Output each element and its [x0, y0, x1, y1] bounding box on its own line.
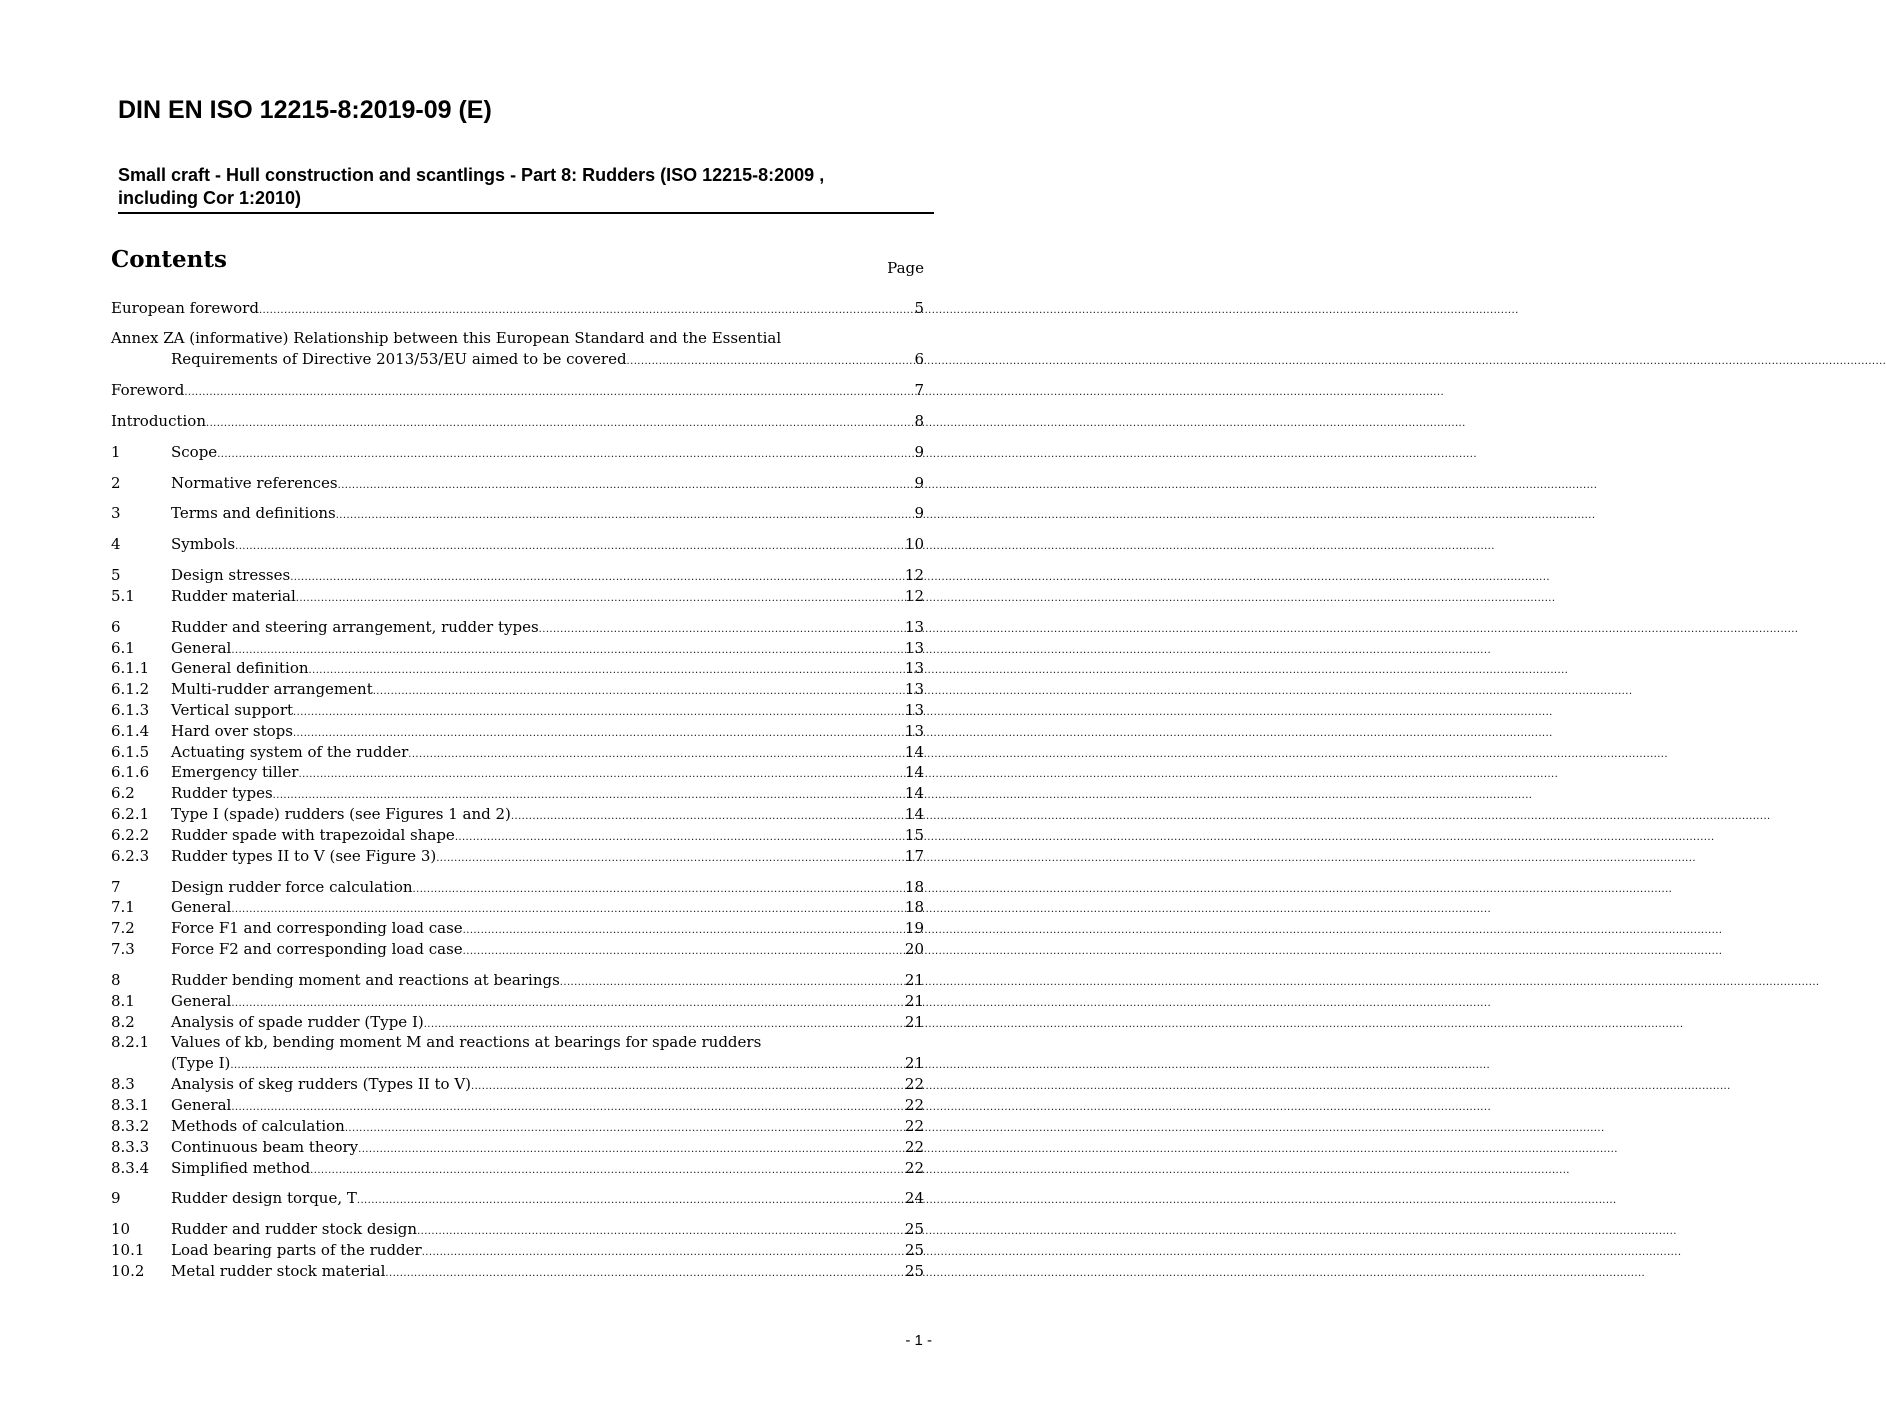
toc-entry-8-3[interactable] [111, 1074, 924, 1095]
toc-page: 25 [904, 1220, 924, 1238]
toc-entry-6-1-1[interactable] [111, 658, 924, 679]
toc-entry-7-1[interactable] [111, 897, 924, 918]
toc-entry-annex-za[interactable] [111, 328, 924, 370]
toc-title: Values of kb, bending moment M and reactions at bearings for spade rudders [171, 1033, 762, 1051]
toc-entry-european-foreword[interactable] [111, 298, 924, 319]
toc-page: 24 [904, 1189, 924, 1207]
toc-page: 22 [904, 1075, 924, 1093]
toc-entry-6-1[interactable] [111, 638, 924, 659]
toc-title: Analysis of skeg rudders (Types II to V) [171, 1075, 472, 1093]
toc-title: Type I (spade) rudders (see Figures 1 and 2) [171, 805, 511, 823]
toc-number: 1 [111, 443, 121, 461]
toc-title: Methods of calculation [171, 1117, 345, 1135]
toc-title: Analysis of spade rudder (Type I) [171, 1013, 424, 1031]
toc-number: 6.2 [111, 784, 135, 802]
toc-number: 8.2 [111, 1013, 135, 1031]
toc-entry-6-1-2[interactable] [111, 679, 924, 700]
toc-page: 12 [904, 587, 924, 605]
toc-title-continued: Requirements of Directive 2013/53/EU aimed to be covered [171, 350, 627, 368]
toc-entry-9[interactable] [111, 1188, 924, 1209]
toc-number: 5 [111, 566, 121, 584]
toc-number: 6.2.3 [111, 847, 150, 865]
toc-page: 21 [904, 992, 924, 1010]
toc-entry-8-3-1[interactable] [111, 1095, 924, 1116]
toc-number: 6.1.3 [111, 701, 150, 719]
toc-page: 14 [904, 784, 924, 802]
toc-title: Rudder spade with trapezoidal shape [171, 826, 455, 844]
toc-number: 8.3.1 [111, 1096, 150, 1114]
toc-page: 7 [914, 381, 924, 399]
toc-page: 14 [904, 805, 924, 823]
toc-page: 14 [904, 743, 924, 761]
toc-entry-8-2-1[interactable] [111, 1032, 924, 1074]
toc-number: 10.1 [111, 1241, 145, 1259]
toc-title: Rudder design torque, T [171, 1189, 357, 1207]
toc-number: 6 [111, 618, 121, 636]
page-number: - 1 - [905, 1332, 932, 1349]
toc-entry-8-3-4[interactable] [111, 1158, 924, 1179]
toc-number: 7.3 [111, 940, 135, 958]
toc-entry-foreword[interactable] [111, 380, 924, 401]
toc-entry-8-3-3[interactable] [111, 1137, 924, 1158]
toc-entry-introduction[interactable] [111, 411, 924, 432]
page-column-label: Page [887, 259, 924, 277]
toc-title: General definition [171, 659, 309, 677]
toc-title: Rudder and steering arrangement, rudder types [171, 618, 539, 636]
toc-page: 13 [904, 659, 924, 677]
toc-number: 10 [111, 1220, 131, 1238]
toc-title: Introduction [111, 412, 206, 430]
toc-title: Symbols [171, 535, 236, 553]
toc-number: 8.3.4 [111, 1159, 150, 1177]
toc-page: 13 [904, 639, 924, 657]
toc-number: 6.1 [111, 639, 135, 657]
toc-page: 22 [904, 1159, 924, 1177]
toc-entry-10[interactable] [111, 1219, 924, 1240]
toc-title: Metal rudder stock material [171, 1262, 386, 1280]
toc-page: 6 [914, 350, 924, 368]
toc-entry-6-1-6[interactable] [111, 762, 924, 783]
toc-entry-10-2[interactable] [111, 1261, 924, 1282]
toc-number: 8.1 [111, 992, 135, 1010]
toc-entry-5[interactable] [111, 565, 924, 586]
toc-page: 21 [904, 1013, 924, 1031]
toc-entry-4[interactable] [111, 534, 924, 555]
toc-number: 2 [111, 474, 121, 492]
subtitle-line-2: including Cor 1:2010) [118, 188, 302, 208]
toc-number: 6.1.5 [111, 743, 150, 761]
toc-page: 25 [904, 1241, 924, 1259]
toc-number: 6.1.6 [111, 763, 150, 781]
toc-number: 8.2.1 [111, 1033, 150, 1051]
toc-entry-6-1-3[interactable] [111, 700, 924, 721]
toc-title: Rudder bending moment and reactions at bearings [171, 971, 560, 989]
toc-number: 6.2.1 [111, 805, 150, 823]
toc-page: 22 [904, 1138, 924, 1156]
toc-title: General [171, 1096, 232, 1114]
toc-page: 21 [904, 1054, 924, 1072]
toc-entry-6-2-1[interactable] [111, 804, 924, 825]
toc-number: 6.2.2 [111, 826, 150, 844]
toc-title: Foreword [111, 381, 185, 399]
toc-number: 9 [111, 1189, 121, 1207]
toc-title: Design stresses [171, 566, 291, 584]
toc-title: Scope [171, 443, 218, 461]
toc-number: 5.1 [111, 587, 135, 605]
toc-title: Rudder types [171, 784, 273, 802]
toc-entry-7[interactable] [111, 877, 924, 898]
toc-title: Rudder and rudder stock design [171, 1220, 418, 1238]
toc-page: 12 [904, 566, 924, 584]
toc-title: Force F2 and corresponding load case [171, 940, 463, 958]
toc-title: Hard over stops [171, 722, 293, 740]
toc-title-continued: (Type I) [171, 1054, 231, 1072]
toc-entry-5-1[interactable] [111, 586, 924, 607]
toc-number: 6.1.1 [111, 659, 150, 677]
toc-page: 13 [904, 701, 924, 719]
toc-title: Actuating system of the rudder [171, 743, 409, 761]
subtitle-line-1: Small craft - Hull construction and scantlings - Part 8: Rudders (ISO 12215-8:2009 , [118, 165, 825, 185]
toc-number: 6.1.2 [111, 680, 150, 698]
toc-page: 13 [904, 722, 924, 740]
toc-page: 9 [914, 474, 924, 492]
toc-number: 7.2 [111, 919, 135, 937]
toc-number: 8 [111, 971, 121, 989]
toc-page: 9 [914, 504, 924, 522]
toc-page: 18 [904, 878, 924, 896]
toc-number: 3 [111, 504, 121, 522]
toc-page: 8 [914, 412, 924, 430]
toc-title: Multi-rudder arrangement [171, 680, 373, 698]
toc-title: Emergency tiller [171, 763, 299, 781]
toc-title: Load bearing parts of the rudder [171, 1241, 422, 1259]
toc-title: Vertical support [171, 701, 294, 719]
toc-page: 25 [904, 1262, 924, 1280]
toc-entry-1[interactable] [111, 442, 924, 463]
toc-page: 20 [904, 940, 924, 958]
toc-page: 13 [904, 680, 924, 698]
toc-number: 7 [111, 878, 121, 896]
toc-title: Force F1 and corresponding load case [171, 919, 463, 937]
toc-page: 21 [904, 971, 924, 989]
toc-entry-7-2[interactable] [111, 918, 924, 939]
toc-entry-8-1[interactable] [111, 991, 924, 1012]
toc-entry-8-2[interactable] [111, 1012, 924, 1033]
toc-page: 14 [904, 763, 924, 781]
toc-entry-6-1-5[interactable] [111, 742, 924, 763]
toc-title: Design rudder force calculation [171, 878, 413, 896]
toc-entry-6-2[interactable] [111, 783, 924, 804]
toc-title: General [171, 992, 232, 1010]
toc-entry-6-1-4[interactable] [111, 721, 924, 742]
toc-entry-6-2-3[interactable] [111, 846, 924, 867]
toc-title: Continuous beam theory [171, 1138, 359, 1156]
toc-title: Annex ZA (informative) Relationship between this European Standard and the Essential [111, 329, 782, 347]
toc-entry-8-3-2[interactable] [111, 1116, 924, 1137]
toc-page: 22 [904, 1117, 924, 1135]
toc-title: Rudder material [171, 587, 296, 605]
toc-number: 8.3.3 [111, 1138, 150, 1156]
toc-page: 5 [914, 299, 924, 317]
toc-entry-7-3[interactable] [111, 939, 924, 960]
toc-number: 7.1 [111, 898, 135, 916]
toc-page: 19 [904, 919, 924, 937]
toc-page: 17 [904, 847, 924, 865]
contents-heading: Contents [111, 246, 227, 273]
toc-title: General [171, 898, 232, 916]
toc-page: 15 [904, 826, 924, 844]
toc-entry-2[interactable] [111, 473, 924, 494]
toc-entry-3[interactable] [111, 503, 924, 524]
toc-entry-6-2-2[interactable] [111, 825, 924, 846]
toc-number: 10.2 [111, 1262, 145, 1280]
toc-page: 10 [904, 535, 924, 553]
toc-title: Normative references [171, 474, 338, 492]
toc-number: 8.3.2 [111, 1117, 150, 1135]
toc-title: Rudder types II to V (see Figure 3) [171, 847, 437, 865]
toc-number: 8.3 [111, 1075, 135, 1093]
document-subtitle [118, 164, 934, 214]
toc-title: Terms and definitions [171, 504, 336, 522]
toc-page: 9 [914, 443, 924, 461]
toc-page: 13 [904, 618, 924, 636]
toc-title: European foreword [111, 299, 259, 317]
toc-number: 4 [111, 535, 121, 553]
toc-title: Simplified method [171, 1159, 311, 1177]
toc-page: 18 [904, 898, 924, 916]
toc-entry-6[interactable] [111, 617, 924, 638]
document-title: DIN EN ISO 12215-8:2019-09 (E) [118, 96, 492, 124]
toc-number: 6.1.4 [111, 722, 150, 740]
toc-page: 22 [904, 1096, 924, 1114]
toc-title: General [171, 639, 232, 657]
toc-entry-8[interactable] [111, 970, 924, 991]
toc-entry-10-1[interactable] [111, 1240, 924, 1261]
